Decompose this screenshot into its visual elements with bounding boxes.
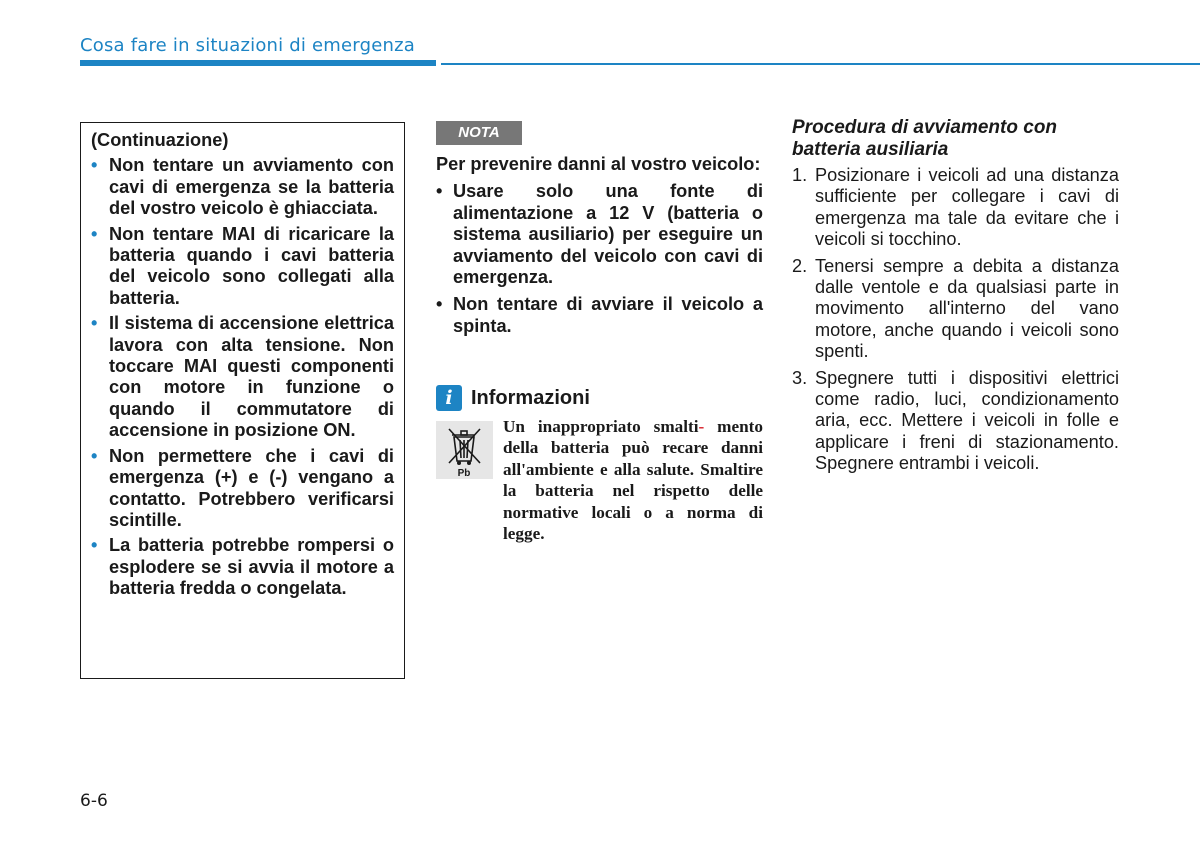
- crossed-bin-graphic: [436, 421, 493, 479]
- warning-item: • La batteria potrebbe rompersi o esplodere se si avvia il motore a batteria fredda o congelata.: [91, 535, 394, 599]
- warning-box: [80, 122, 405, 679]
- note-intro: Per prevenire danni al vostro veicolo:: [436, 154, 761, 174]
- procedure-step: [792, 368, 1119, 475]
- procedure-heading: Procedura di avviamento con batteria ausiliaria: [792, 117, 1058, 160]
- warning-item: • Non tentare un avviamento con cavi di emergenza se la batteria del vostro veicolo è ghiacciata.: [91, 155, 394, 219]
- procedure-steps: [792, 165, 1119, 475]
- section-title: Cosa fare in situazioni di emergenza: [80, 35, 415, 56]
- step-number: 1.: [792, 165, 808, 185]
- note-badge: NOTA: [436, 121, 522, 145]
- header-rule-thick: [80, 60, 436, 66]
- info-text-part1: Un inappropriato smalti: [503, 417, 699, 436]
- info-text-part2: mento della batteria può recare danni all'ambiente e alla salute. Smaltire la batteria nel rispetto delle normative locali o a norma di legge.: [503, 417, 763, 544]
- note-section: [436, 121, 763, 343]
- note-list: [436, 181, 763, 337]
- recycle-label: Pb: [457, 468, 471, 479]
- procedure-step: [792, 256, 1119, 363]
- warning-item: • Non tentare MAI di ricaricare la batteria quando i cavi batteria del veicolo sono collegati alla batteria.: [91, 224, 394, 310]
- info-icon: i: [436, 385, 462, 411]
- info-title: Informazioni: [471, 387, 590, 409]
- warning-item: • Non permettere che i cavi di emergenza (+) e (-) vengano a contatto. Potrebbero verificarsi scintille.: [91, 446, 394, 532]
- step-number: 3.: [792, 367, 808, 388]
- step-text: Tenersi sempre a debita a distanza dalle ventole e da qualsiasi parte in movimento all'interno del vano motore, anche quando i veicoli sono spenti.: [815, 255, 1119, 362]
- page-number: 6-6: [80, 791, 108, 811]
- crossed-bin-icon: [436, 421, 493, 479]
- warning-item: • Il sistema di accensione elettrica lavora con alta tensione. Non toccare MAI questi componenti con motore in funzione o quando il commutatore di accensione in posizione ON.: [91, 313, 394, 441]
- header-rule-thin: [441, 63, 1200, 65]
- info-text-hyphen: -: [698, 417, 705, 436]
- procedure-step: [792, 165, 1119, 251]
- step-text: Posizionare i veicoli ad una distanza sufficiente per collegare i cavi di emergenza ma tale da evitare che i veicoli si tocchino.: [815, 165, 1119, 250]
- step-text: Spegnere tutti i dispositivi elettrici come radio, luci, condizionamento aria, ecc. Mettere i veicoli in folle e applicare i freni di stazionamento. Spegnere entrambi i veicoli.: [815, 367, 1119, 474]
- info-text: [503, 416, 763, 544]
- note-item: • Usare solo una fonte di alimentazione a 12 V (batteria o sistema ausiliario) per eseguire un avviamento del veicolo con cavi di emergenza.: [436, 181, 763, 288]
- procedure-section: [792, 117, 1119, 480]
- warning-heading: (Continuazione): [91, 130, 229, 150]
- note-item: • Non tentare di avviare il veicolo a spinta.: [436, 294, 763, 337]
- warning-list: [91, 155, 394, 599]
- step-number: 2.: [792, 255, 808, 276]
